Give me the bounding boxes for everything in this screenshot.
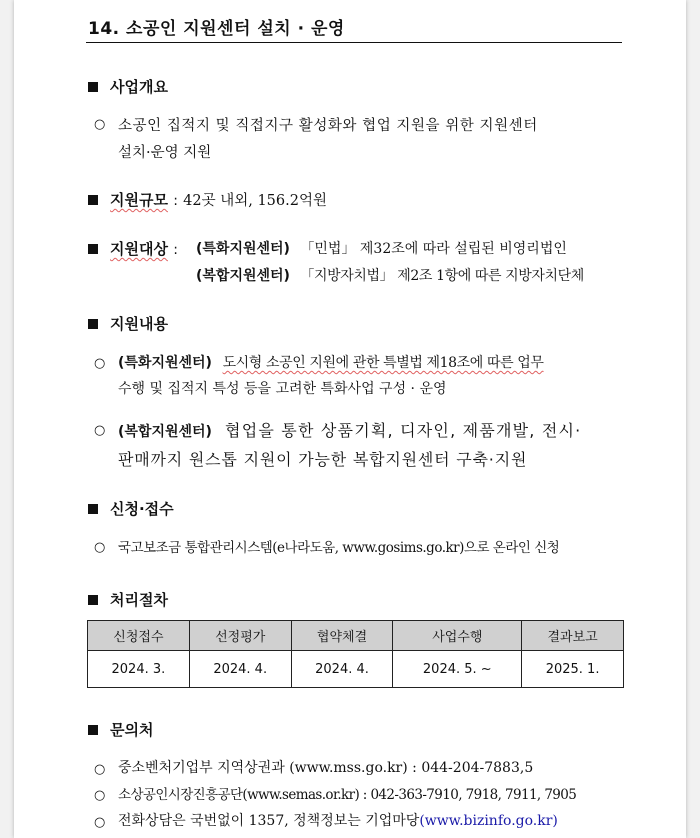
procedure-value-cell: 2024. 4. <box>291 651 393 688</box>
procedure-value-row <box>88 651 624 688</box>
contact-line3-text: 전화상담은 국번없이 1357, 정책정보는 기업마당 <box>118 813 420 829</box>
square-bullet-icon <box>88 504 98 514</box>
content-item1-label: (특화지원센터) <box>118 355 212 371</box>
content-item2-line1 <box>118 418 581 441</box>
scale-separator: : <box>173 193 178 209</box>
contact-heading: 문의처 <box>88 719 153 740</box>
target-row2-label: (복합지원센터) <box>196 268 290 284</box>
contact-line-2: 소상공인시장진흥공단(www.semas.or.kr) : 042-363-7910, 7918, 7911, 7905 <box>118 787 577 803</box>
procedure-value-cell: 2024. 4. <box>189 651 291 688</box>
procedure-table <box>87 620 624 688</box>
procedure-value-cell: 2025. 1. <box>522 651 624 688</box>
bizinfo-link[interactable]: (www.bizinfo.go.kr) <box>419 813 558 829</box>
procedure-header-cell: 선정평가 <box>189 621 291 651</box>
circle-bullet-icon: ○ <box>94 540 106 555</box>
content-item2-text1: 협업을 통한 상품기획, 디자인, 제품개발, 전시· <box>225 421 582 440</box>
overview-heading: 사업개요 <box>88 76 168 97</box>
circle-bullet-icon: ○ <box>94 423 106 438</box>
scale-heading: 지원규모 <box>110 191 168 209</box>
procedure-value-cell: 2024. 3. <box>88 651 190 688</box>
procedure-header-cell: 신청접수 <box>88 621 190 651</box>
procedure-header-row <box>88 621 624 651</box>
overview-line-1: 소공인 집적지 및 직접지구 활성화와 협업 지원을 위한 지원센터 <box>118 118 538 134</box>
contact-line-3 <box>118 810 558 830</box>
procedure-value-cell: 2024. 5. ~ <box>393 651 522 688</box>
content-item1-line2: 수행 및 집적지 특성 등을 고려한 특화사업 구성 · 운영 <box>118 381 447 397</box>
circle-bullet-icon: ○ <box>94 788 106 803</box>
section-title: 14. 소공인 지원센터 설치 · 운영 <box>88 19 345 39</box>
content-item1-text1: 도시형 소공인 지원에 관한 특별법 제18조에 따른 업무 <box>222 355 544 371</box>
scale-row <box>88 189 327 210</box>
procedure-heading: 처리절차 <box>88 589 168 610</box>
target-heading: 지원대상 <box>110 240 168 258</box>
target-separator: : <box>173 242 178 258</box>
circle-bullet-icon: ○ <box>94 815 106 830</box>
apply-heading: 신청·접수 <box>88 498 174 519</box>
procedure-header-cell: 사업수행 <box>393 621 522 651</box>
title-divider <box>86 42 622 43</box>
circle-bullet-icon: ○ <box>94 356 106 371</box>
scale-text: 42곳 내외, 156.2억원 <box>183 193 327 209</box>
square-bullet-icon <box>88 82 98 92</box>
content-item1-line1 <box>118 352 544 372</box>
square-bullet-icon <box>88 244 98 254</box>
square-bullet-icon <box>88 725 98 735</box>
target-row1-label: (특화지원센터) <box>196 241 290 257</box>
target-row2-text: 「지방자치법」 제2조 1항에 따른 지방자치단체 <box>300 268 584 284</box>
target-row1-text: 「민법」 제32조에 따라 설립된 비영리법인 <box>300 241 567 257</box>
square-bullet-icon <box>88 595 98 605</box>
procedure-header-cell: 결과보고 <box>522 621 624 651</box>
square-bullet-icon <box>88 195 98 205</box>
content-heading: 지원내용 <box>88 313 168 334</box>
circle-bullet-icon: ○ <box>94 762 106 777</box>
content-item2-label: (복합지원센터) <box>118 424 212 440</box>
apply-text: 국고보조금 통합관리시스템(e나라도움, www.gosims.go.kr)으로 온라인 신청 <box>118 540 560 556</box>
circle-bullet-icon: ○ <box>94 117 106 132</box>
overview-line-2: 설치·운영 지원 <box>118 145 212 161</box>
content-item2-line2: 판매까지 원스톱 지원이 가능한 복합지원센터 구축·지원 <box>118 450 528 469</box>
target-row-2 <box>196 265 584 285</box>
procedure-header-cell: 협약체결 <box>291 621 393 651</box>
square-bullet-icon <box>88 319 98 329</box>
target-heading-row <box>88 238 178 259</box>
contact-line-1: 중소벤처기업부 지역상권과 (www.mss.go.kr) : 044-204-7883,5 <box>118 760 534 776</box>
target-row-1 <box>196 238 567 258</box>
